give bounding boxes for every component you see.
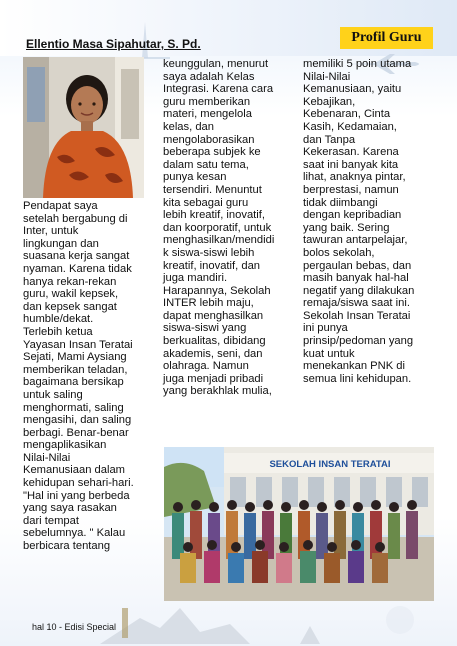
article-line: dan koorporatif, untuk xyxy=(163,221,272,234)
landmark-decoration-icon xyxy=(100,598,457,646)
article-line: juga menjadi pribadi xyxy=(163,372,264,385)
article-line: suasana kerja sangat xyxy=(23,250,130,263)
article-line: lingkungan dan xyxy=(23,237,99,250)
article-line: negatif yang dilakukan xyxy=(303,284,415,297)
article-line: menghasilkan/mendidi xyxy=(163,234,275,247)
article-line: mengasihi, dan saling xyxy=(23,414,132,427)
article-line: Harapannya, Sekolah xyxy=(163,284,271,297)
article-line: k siswa-siswi lebih xyxy=(163,246,255,259)
article-line: tersendiri. Menuntut xyxy=(163,183,262,196)
article-line: yang saya rasakan xyxy=(23,502,117,515)
article-line: INTER lebih maju, xyxy=(163,297,254,310)
article-line: kuat untuk xyxy=(303,347,355,360)
article-column-2 xyxy=(163,58,294,398)
article-line: akademis, seni, dan xyxy=(163,347,263,360)
article-line: dan Tanpa xyxy=(303,133,356,146)
article-line: Sejati, Mami Aysiang xyxy=(23,351,127,364)
article-line: dalam satu tema, xyxy=(163,158,249,171)
article-line: Kebenaran, Cinta xyxy=(303,108,391,121)
article-line: menghormati, saling xyxy=(23,401,124,414)
article-line: siswa-siswi yang xyxy=(163,322,247,335)
article-line: beberapa subjek ke xyxy=(163,146,261,159)
article-line: Yayasan Insan Teratai xyxy=(23,338,133,351)
article-line: untuk saling xyxy=(23,388,83,401)
article-line: guru memberikan xyxy=(163,95,251,108)
article-line: juga mandiri. xyxy=(163,272,228,285)
article-line: yang baik. Sering xyxy=(303,221,390,234)
article-line: remaja/siswa saat ini. xyxy=(303,297,410,310)
article-line: tidak diimbangi xyxy=(303,196,378,209)
article-line: dari tempat xyxy=(23,514,79,527)
section-title: Profil Guru xyxy=(340,27,433,49)
article-line: kelas, dan xyxy=(163,120,214,133)
article-line: sebelumnya. " Kalau xyxy=(23,527,126,540)
school-sign-text: SEKOLAH INSAN TERATAI xyxy=(269,459,391,470)
article-line: berkualitas, dibidang xyxy=(163,335,266,348)
article-line: lihat, anaknya pintar, xyxy=(303,171,406,184)
article-line: saya adalah Kelas xyxy=(163,70,255,83)
article-line: prinsip/pedoman yang xyxy=(303,335,414,348)
article-line: kehidupan sehari-hari. xyxy=(23,477,134,490)
article-line: olahraga. Namun xyxy=(163,360,249,373)
article-line: berprestasi, namun xyxy=(303,183,399,196)
article-line: lebih kreatif, inovatif, xyxy=(163,209,265,222)
article-line: Kasih, Kedamaian, xyxy=(303,120,397,133)
article-line: mengaplikasikan xyxy=(23,439,107,452)
article-line: berbagi. Benar-benar xyxy=(23,426,129,439)
article-line: materi, mengelola xyxy=(163,108,252,121)
article-line: bolos sekolah, xyxy=(303,246,375,259)
article-line: berbicara tentang xyxy=(23,540,111,553)
article-column-3 xyxy=(303,58,435,385)
article-line: ini punya xyxy=(303,322,348,335)
article-line: Integrasi. Karena cara xyxy=(163,83,274,96)
article-line: "Hal ini yang berbeda xyxy=(23,489,130,502)
article-line: Inter, untuk xyxy=(23,225,79,238)
article-line: mengolaborasikan xyxy=(163,133,255,146)
article-line: memiliki 5 poin utama xyxy=(303,58,412,70)
article-line: dan kepsek sangat xyxy=(23,300,117,313)
article-line: memberikan teladan, xyxy=(23,363,128,376)
article-line: Kemanusiaan, yaitu xyxy=(303,83,402,96)
article-line: Nilai-Nilai xyxy=(303,70,351,83)
article-line: kreatif, inovatif, dan xyxy=(163,259,261,272)
article-line: humble/dekat. xyxy=(23,313,94,326)
article-line: saat ini banyak kita xyxy=(303,158,399,171)
article-line: Pendapat saya xyxy=(23,200,98,212)
article-line: masih banyak hal-hal xyxy=(303,272,409,285)
article-line: hanya rekan-rekan xyxy=(23,275,117,288)
article-column-1 xyxy=(23,200,158,553)
article-line: punya kesan xyxy=(163,171,227,184)
article-line: pergaulan bebas, dan xyxy=(303,259,412,272)
page-footer: hal 10 - Edisi Special xyxy=(32,622,117,632)
article-line: dapat menghasilkan xyxy=(163,309,264,322)
teacher-name: Ellentio Masa Sipahutar, S. Pd. xyxy=(26,37,201,51)
article-line: Nilai-Nilai xyxy=(23,451,71,464)
article-line: Kemanusiaan dalam xyxy=(23,464,125,477)
teacher-portrait-photo xyxy=(23,57,144,198)
article-line: Kekerasan. Karena xyxy=(303,146,399,159)
article-line: Kebajikan, xyxy=(303,95,356,108)
article-line: bagaimana bersikap xyxy=(23,376,124,389)
article-line: kita sebagai guru xyxy=(163,196,249,209)
article-line: guru, wakil kepsek, xyxy=(23,288,119,301)
article-line: menekankan PNK di xyxy=(303,360,405,373)
article-line: dengan kepribadian xyxy=(303,209,402,222)
article-line: setelah bergabung di xyxy=(23,212,128,225)
article-line: yang berakhlak mulia, xyxy=(163,385,272,398)
article-line: semua lini kehidupan. xyxy=(303,372,412,385)
article-line: nyaman. Karena tidak xyxy=(23,262,132,275)
article-line: Sekolah Insan Teratai xyxy=(303,309,411,322)
article-line: tawuran antarpelajar, xyxy=(303,234,408,247)
group-photo xyxy=(164,447,434,601)
article-line: Terlebih ketua xyxy=(23,325,93,338)
article-line: keunggulan, menurut xyxy=(163,58,269,70)
